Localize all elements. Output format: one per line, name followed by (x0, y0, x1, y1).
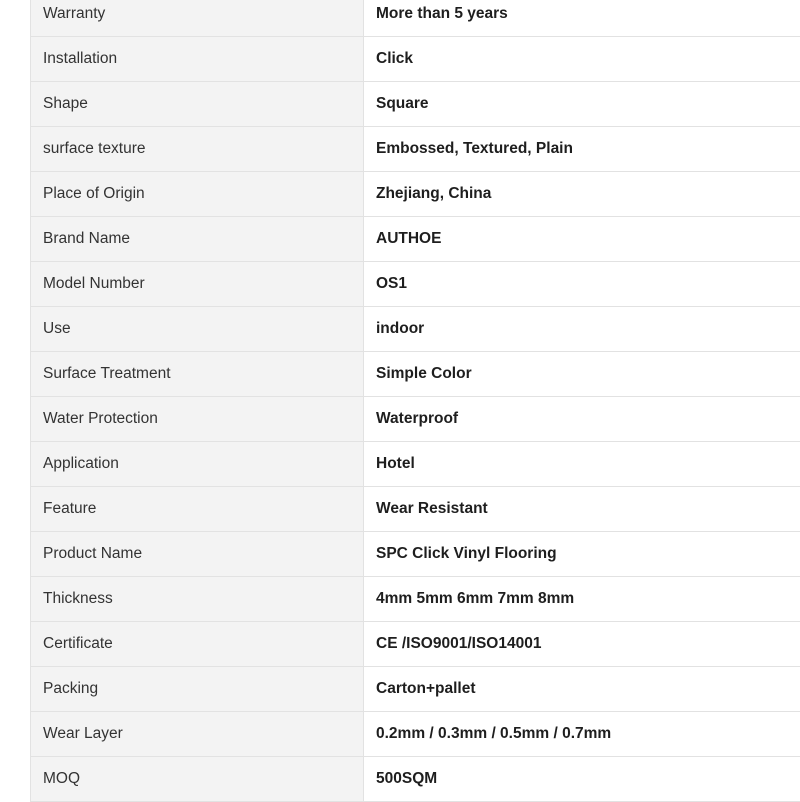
spec-label: surface texture (31, 127, 364, 172)
product-spec-table (30, 0, 800, 802)
spec-label: MOQ (31, 757, 364, 802)
spec-value: Simple Color (364, 352, 800, 397)
table-row (31, 172, 800, 217)
spec-label: Packing (31, 667, 364, 712)
spec-label: Thickness (31, 577, 364, 622)
table-row (31, 757, 800, 802)
spec-value: Waterproof (364, 397, 800, 442)
spec-value: Square (364, 82, 800, 127)
table-row (31, 0, 800, 37)
spec-value: CE /ISO9001/ISO14001 (364, 622, 800, 667)
table-row (31, 622, 800, 667)
spec-value: OS1 (364, 262, 800, 307)
spec-value: Hotel (364, 442, 800, 487)
table-row (31, 442, 800, 487)
spec-label: Warranty (31, 0, 364, 37)
spec-label: Feature (31, 487, 364, 532)
spec-value: Click (364, 37, 800, 82)
table-row (31, 487, 800, 532)
table-row (31, 307, 800, 352)
spec-value: SPC Click Vinyl Flooring (364, 532, 800, 577)
spec-label: Certificate (31, 622, 364, 667)
table-row (31, 352, 800, 397)
spec-label: Use (31, 307, 364, 352)
table-row (31, 127, 800, 172)
table-row (31, 37, 800, 82)
spec-label: Water Protection (31, 397, 364, 442)
spec-value: Embossed, Textured, Plain (364, 127, 800, 172)
table-row (31, 712, 800, 757)
spec-value: 4mm 5mm 6mm 7mm 8mm (364, 577, 800, 622)
spec-value: AUTHOE (364, 217, 800, 262)
spec-value: More than 5 years (364, 0, 800, 37)
spec-value: Wear Resistant (364, 487, 800, 532)
spec-value: indoor (364, 307, 800, 352)
spec-label: Wear Layer (31, 712, 364, 757)
table-row (31, 667, 800, 712)
spec-label: Installation (31, 37, 364, 82)
spec-value: Zhejiang, China (364, 172, 800, 217)
table-row (31, 82, 800, 127)
spec-label: Surface Treatment (31, 352, 364, 397)
spec-value: 500SQM (364, 757, 800, 802)
spec-label: Application (31, 442, 364, 487)
spec-label: Model Number (31, 262, 364, 307)
spec-table-body (31, 0, 800, 802)
table-row (31, 397, 800, 442)
spec-label: Brand Name (31, 217, 364, 262)
spec-value: 0.2mm / 0.3mm / 0.5mm / 0.7mm (364, 712, 800, 757)
table-row (31, 262, 800, 307)
spec-label: Place of Origin (31, 172, 364, 217)
table-row (31, 577, 800, 622)
spec-label: Product Name (31, 532, 364, 577)
spec-label: Shape (31, 82, 364, 127)
table-row (31, 217, 800, 262)
spec-value: Carton+pallet (364, 667, 800, 712)
table-row (31, 532, 800, 577)
